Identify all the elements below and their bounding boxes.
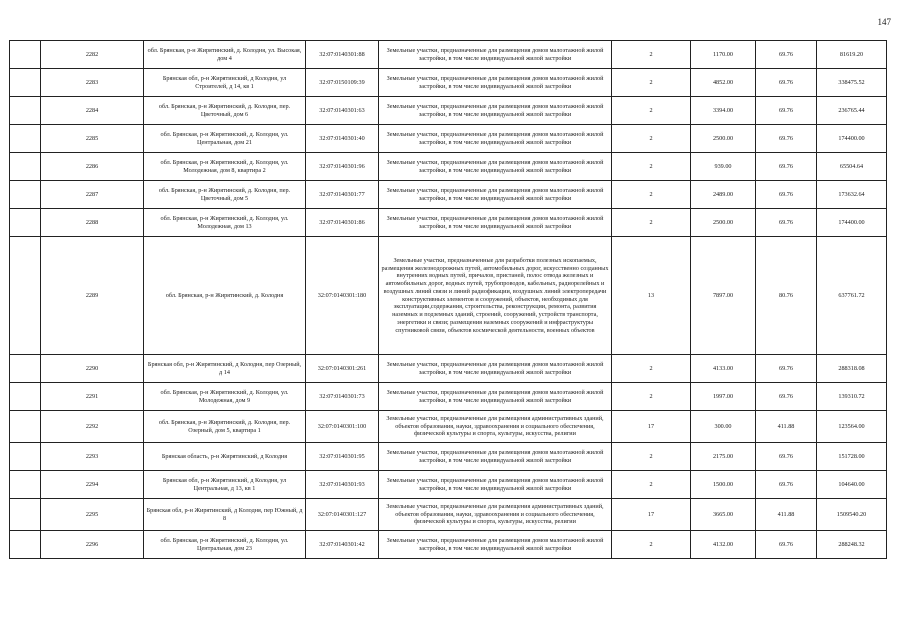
address-cell: обл. Брянская, р-н Жирятинский, д. Колодня, пер. Озерный, дом 5, квартира 1 [144,411,306,443]
specific-value: 69.76 [756,355,817,383]
cadastral-value: 173632.64 [817,181,887,209]
address-cell: Брянская обл, р-н Жирятинский, д Колодня, пер Южный, д 8 [144,499,306,531]
cadastral-value: 174400.00 [817,125,887,153]
table-row [10,41,887,69]
area-value: 1170.00 [691,41,756,69]
cadastral-value: 151728.00 [817,443,887,471]
specific-value: 69.76 [756,97,817,125]
blank-cell [10,383,41,411]
cadastral-value: 1509540.20 [817,499,887,531]
table-row [10,69,887,97]
group-code: 2 [612,355,691,383]
address-cell: обл. Брянская, р-н Жирятинский, д. Колодня, ул. Молодежная, дом 9 [144,383,306,411]
cadastral-number: 32:07:0140301:96 [306,153,379,181]
blank-cell [10,443,41,471]
cadastral-number: 32:07:0140301:73 [306,383,379,411]
page-number: 147 [877,17,891,27]
blank-cell [10,411,41,443]
cadastral-number: 32:07:0140301:77 [306,181,379,209]
blank-cell [10,69,41,97]
blank-cell [10,97,41,125]
cadastral-number: 32:07:0140301:93 [306,471,379,499]
land-use-description: Земельные участки, предназначенные для размещения домов малоэтажной жилой застройки, в том числе индивидуальной жилой застройки [379,97,612,125]
blank-cell [10,125,41,153]
specific-value: 69.76 [756,181,817,209]
table-row [10,153,887,181]
cadastral-number: 32:07:0140301:40 [306,125,379,153]
row-number: 2291 [41,383,144,411]
specific-value: 69.76 [756,69,817,97]
area-value: 3665.00 [691,499,756,531]
area-value: 1997.00 [691,383,756,411]
blank-cell [10,531,41,559]
group-code: 2 [612,443,691,471]
land-use-description: Земельные участки, предназначенные для размещения домов малоэтажной жилой застройки, в том числе индивидуальной жилой застройки [379,125,612,153]
area-value: 2500.00 [691,209,756,237]
area-value: 300.00 [691,411,756,443]
area-value: 4852.00 [691,69,756,97]
cadastral-value: 288318.08 [817,355,887,383]
address-cell: Брянская обл, р-н Жирятинский, д Колодня, ул Центральная, д 13, кв 1 [144,471,306,499]
group-code: 2 [612,97,691,125]
land-use-description: Земельные участки, предназначенные для размещения домов малоэтажной жилой застройки, в том числе индивидуальной жилой застройки [379,471,612,499]
cadastral-number: 32:07:0150109:39 [306,69,379,97]
table-row [10,443,887,471]
specific-value: 411.88 [756,411,817,443]
group-code: 2 [612,69,691,97]
table-row [10,355,887,383]
cadastral-number: 32:07:0140301:127 [306,499,379,531]
land-use-description: Земельные участки, предназначенные для размещения домов малоэтажной жилой застройки, в том числе индивидуальной жилой застройки [379,355,612,383]
specific-value: 411.88 [756,499,817,531]
blank-cell [10,209,41,237]
table-row [10,383,887,411]
land-use-description: Земельные участки, предназначенные для размещения домов малоэтажной жилой застройки, в том числе индивидуальной жилой застройки [379,209,612,237]
cadastral-number: 32:07:0140301:261 [306,355,379,383]
address-cell: обл. Брянская, р-н Жирятинский, д. Колодня, ул. Центральная, дом 21 [144,125,306,153]
area-value: 2489.00 [691,181,756,209]
blank-cell [10,41,41,69]
row-number: 2283 [41,69,144,97]
cadastral-value: 637761.72 [817,237,887,355]
land-use-description: Земельные участки, предназначенные для размещения домов малоэтажной жилой застройки, в том числе индивидуальной жилой застройки [379,383,612,411]
row-number: 2287 [41,181,144,209]
group-code: 2 [612,471,691,499]
land-use-description: Земельные участки, предназначенные для размещения домов малоэтажной жилой застройки, в том числе индивидуальной жилой застройки [379,153,612,181]
blank-cell [10,237,41,355]
area-value: 2500.00 [691,125,756,153]
specific-value: 69.76 [756,209,817,237]
blank-cell [10,355,41,383]
row-number: 2295 [41,499,144,531]
address-cell: обл. Брянская, р-н Жирятинский, д. Колодня, ул. Высокая, дом 4 [144,41,306,69]
row-number: 2284 [41,97,144,125]
specific-value: 69.76 [756,125,817,153]
address-cell: обл. Брянская, р-н Жирятинский, д. Колодня, пер. Цветочный, дом 6 [144,97,306,125]
row-number: 2296 [41,531,144,559]
address-cell: обл. Брянская, р-н Жирятинский, д. Колодня, ул. Молодежная, дом 8, квартира 2 [144,153,306,181]
row-number: 2290 [41,355,144,383]
cadastral-value: 338475.52 [817,69,887,97]
row-number: 2286 [41,153,144,181]
land-use-description: Земельные участки, предназначенные для размещения домов малоэтажной жилой застройки, в том числе индивидуальной жилой застройки [379,531,612,559]
cadastral-value: 123564.00 [817,411,887,443]
cadastral-value: 174400.00 [817,209,887,237]
blank-cell [10,153,41,181]
row-number: 2282 [41,41,144,69]
row-number: 2285 [41,125,144,153]
row-number: 2292 [41,411,144,443]
table-row [10,125,887,153]
land-use-description: Земельные участки, предназначенные для размещения домов малоэтажной жилой застройки, в том числе индивидуальной жилой застройки [379,41,612,69]
group-code: 2 [612,41,691,69]
cadastral-value: 288248.32 [817,531,887,559]
address-cell: обл. Брянская, р-н Жирятинский, д. Колодня [144,237,306,355]
row-number: 2293 [41,443,144,471]
cadastral-number: 32:07:0140301:63 [306,97,379,125]
cadastral-number: 32:07:0140301:88 [306,41,379,69]
specific-value: 69.76 [756,471,817,499]
blank-cell [10,471,41,499]
land-use-description: Земельные участки, предназначенные для размещения домов малоэтажной жилой застройки, в том числе индивидуальной жилой застройки [379,69,612,97]
row-number: 2289 [41,237,144,355]
area-value: 4132.00 [691,531,756,559]
group-code: 2 [612,125,691,153]
table-row [10,499,887,531]
address-cell: обл. Брянская, р-н Жирятинский, д. Колодня, ул. Центральная, дом 23 [144,531,306,559]
cadastral-value: 236765.44 [817,97,887,125]
cadastral-number: 32:07:0140301:86 [306,209,379,237]
table-row [10,97,887,125]
cadastral-value: 104640.00 [817,471,887,499]
blank-cell [10,499,41,531]
group-code: 2 [612,209,691,237]
cadastral-number: 32:07:0140301:180 [306,237,379,355]
table-row [10,181,887,209]
group-code: 2 [612,383,691,411]
cadastral-number: 32:07:0140301:95 [306,443,379,471]
address-cell: обл. Брянская, р-н Жирятинский, д. Колодня, пер. Цветочный, дом 5 [144,181,306,209]
land-use-description: Земельные участки, предназначенные для размещения домов малоэтажной жилой застройки, в том числе индивидуальной жилой застройки [379,181,612,209]
blank-cell [10,181,41,209]
specific-value: 69.76 [756,383,817,411]
cadastral-value: 139310.72 [817,383,887,411]
specific-value: 69.76 [756,531,817,559]
table-row [10,471,887,499]
table-row [10,237,887,355]
land-use-description: Земельные участки, предназначенные для разработки полезных ископаемых, размещения железнодорожных путей, автомобильных дорог, искусственно созданных внутренних водных путей, причалов, пристаней, полос отвода железных и автомобильных дорог, водных путей, трубопроводов, кабельных, радиорелейных и воздушных линий связи и линий радиофикации, воздушных линий электропередачи конструктивных элементов и сооружений, объектов, необходимых для эксплуатации,содержания, строительства, реконструкции, ремонта, развития наземных и подземных зданий, строений, сооружений, устройств транспорта, энергетики и связи; размещения наземных сооружений и инфраструктуры спутниковой связи, объектов космической деятельности, военных объектов [379,237,612,355]
area-value: 4133.00 [691,355,756,383]
table-row [10,209,887,237]
land-use-description: Земельные участки, предназначенные для размещения домов малоэтажной жилой застройки, в том числе индивидуальной жилой застройки [379,443,612,471]
area-value: 3394.00 [691,97,756,125]
row-number: 2288 [41,209,144,237]
address-cell: Брянская обл, р-н Жирятинский, д Колодня, пер Озерный, д 14 [144,355,306,383]
address-cell: Брянская обл, р-н Жирятинский, д Колодня, ул Строителей, д 14, кв 1 [144,69,306,97]
cadastral-value: 81619.20 [817,41,887,69]
group-code: 17 [612,411,691,443]
group-code: 17 [612,499,691,531]
specific-value: 69.76 [756,41,817,69]
group-code: 2 [612,531,691,559]
land-use-description: Земельные участки, предназначенные для размещения административных зданий, объектов образования, науки, здравоохранения и социального обеспечения, физической культуры и спорта, культуры, искусства, религии [379,411,612,443]
cadastral-number: 32:07:0140301:100 [306,411,379,443]
group-code: 2 [612,181,691,209]
land-use-description: Земельные участки, предназначенные для размещения административных зданий, объектов образования, науки, здравоохранения и социального обеспечения, физической культуры и спорта, культуры, искусства, религии [379,499,612,531]
specific-value: 69.76 [756,443,817,471]
row-number: 2294 [41,471,144,499]
specific-value: 69.76 [756,153,817,181]
table-row [10,531,887,559]
group-code: 13 [612,237,691,355]
cadastral-value: 65504.64 [817,153,887,181]
area-value: 7897.00 [691,237,756,355]
area-value: 1500.00 [691,471,756,499]
address-cell: Брянская область, р-н Жирятинский, д Колодня [144,443,306,471]
cadastral-number: 32:07:0140301:42 [306,531,379,559]
area-value: 2175.00 [691,443,756,471]
area-value: 939.00 [691,153,756,181]
land-registry-table [9,40,887,559]
group-code: 2 [612,153,691,181]
table-row [10,411,887,443]
address-cell: обл. Брянская, р-н Жирятинский, д. Колодня, ул. Молодежная, дом 13 [144,209,306,237]
specific-value: 80.76 [756,237,817,355]
